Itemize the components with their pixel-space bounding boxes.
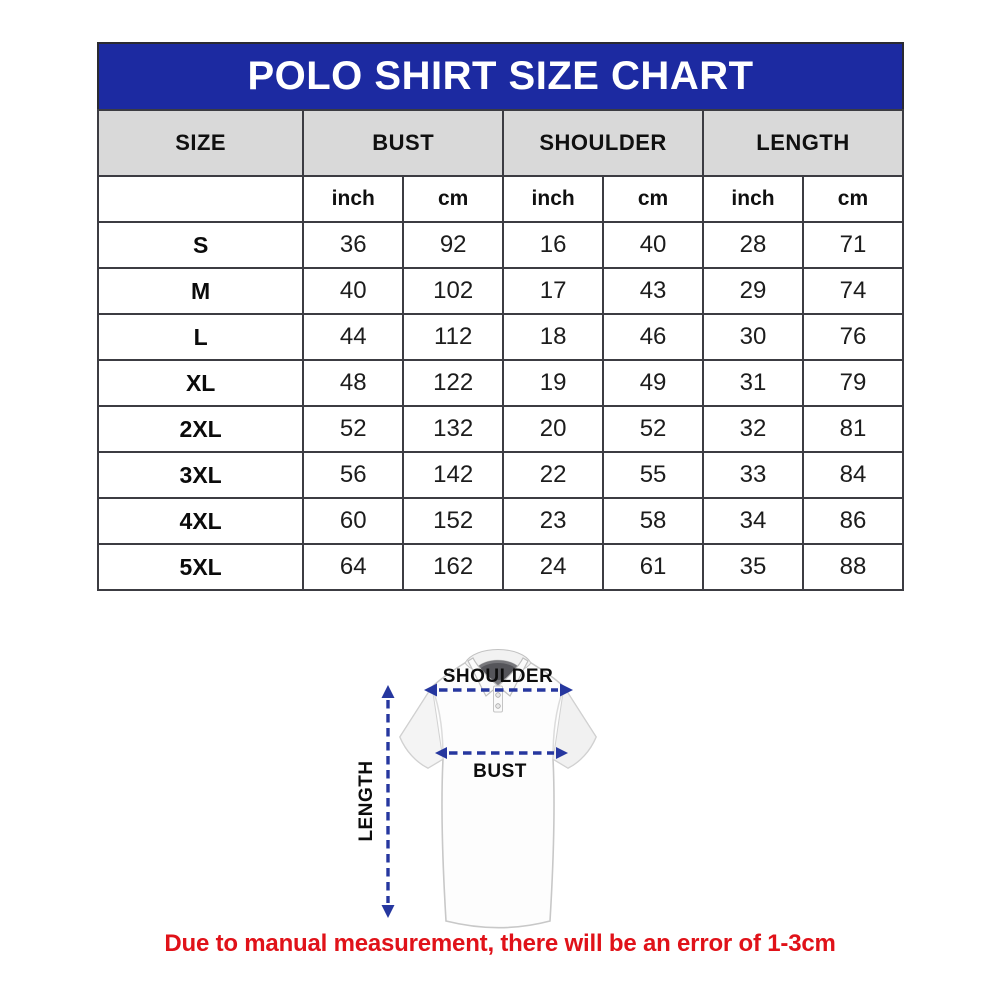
measurement-value: 112 [403, 314, 503, 360]
units-empty-cell [98, 176, 303, 222]
measurement-diagram [348, 636, 670, 942]
size-label: M [98, 268, 303, 314]
length-arrow [382, 685, 395, 918]
measurement-value: 49 [603, 360, 703, 406]
measurement-value: 36 [303, 222, 403, 268]
unit-label: cm [603, 176, 703, 222]
measurement-value: 22 [503, 452, 603, 498]
measurement-value: 43 [603, 268, 703, 314]
measurement-value: 152 [403, 498, 503, 544]
measurement-value: 31 [703, 360, 803, 406]
table-row [98, 314, 903, 360]
unit-label: inch [503, 176, 603, 222]
measurement-value: 55 [603, 452, 703, 498]
measurement-value: 46 [603, 314, 703, 360]
measurement-value: 102 [403, 268, 503, 314]
measurement-value: 58 [603, 498, 703, 544]
unit-label: cm [803, 176, 903, 222]
measurement-value: 84 [803, 452, 903, 498]
measurement-value: 24 [503, 544, 603, 590]
measurement-value: 40 [303, 268, 403, 314]
measurement-value: 28 [703, 222, 803, 268]
size-label: XL [98, 360, 303, 406]
measurement-value: 52 [603, 406, 703, 452]
measurement-value: 74 [803, 268, 903, 314]
size-table [97, 109, 904, 591]
table-row [98, 222, 903, 268]
measurement-value: 23 [503, 498, 603, 544]
table-row [98, 544, 903, 590]
unit-label: inch [303, 176, 403, 222]
measurement-value: 52 [303, 406, 403, 452]
measurement-value: 61 [603, 544, 703, 590]
table-row [98, 498, 903, 544]
placket-button [496, 704, 501, 709]
measurement-value: 20 [503, 406, 603, 452]
unit-label: inch [703, 176, 803, 222]
unit-label: cm [403, 176, 503, 222]
size-chart-panel [97, 42, 904, 591]
table-row [98, 360, 903, 406]
measurement-value: 132 [403, 406, 503, 452]
table-units-row [98, 176, 903, 222]
measurement-value: 71 [803, 222, 903, 268]
measurement-value: 29 [703, 268, 803, 314]
chart-title: POLO SHIRT SIZE CHART [247, 54, 754, 98]
measurement-value: 79 [803, 360, 903, 406]
measurement-value: 122 [403, 360, 503, 406]
measurement-value: 33 [703, 452, 803, 498]
measurement-value: 17 [503, 268, 603, 314]
size-label: 2XL [98, 406, 303, 452]
shoulder-label: SHOULDER [442, 666, 554, 687]
measurement-value: 19 [503, 360, 603, 406]
col-header-length: LENGTH [703, 110, 903, 176]
size-label: S [98, 222, 303, 268]
table-row [98, 452, 903, 498]
measurement-value: 44 [303, 314, 403, 360]
size-label: 5XL [98, 544, 303, 590]
table-row [98, 406, 903, 452]
measurement-value: 32 [703, 406, 803, 452]
measurement-value: 64 [303, 544, 403, 590]
measurement-note: Due to manual measurement, there will be an error of 1-3cm [164, 930, 836, 957]
size-label: L [98, 314, 303, 360]
measurement-value: 48 [303, 360, 403, 406]
col-header-bust: BUST [303, 110, 503, 176]
bust-label: BUST [473, 761, 527, 782]
measurement-value: 81 [803, 406, 903, 452]
size-label: 3XL [98, 452, 303, 498]
measurement-value: 30 [703, 314, 803, 360]
col-header-size: SIZE [98, 110, 303, 176]
measurement-value: 142 [403, 452, 503, 498]
placket-button [496, 693, 501, 698]
measurement-value: 56 [303, 452, 403, 498]
measurement-value: 88 [803, 544, 903, 590]
measurement-value: 162 [403, 544, 503, 590]
table-row [98, 268, 903, 314]
size-label: 4XL [98, 498, 303, 544]
measurement-value: 34 [703, 498, 803, 544]
measurement-value: 86 [803, 498, 903, 544]
length-label: LENGTH [356, 760, 377, 842]
measurement-value: 76 [803, 314, 903, 360]
measurement-value: 35 [703, 544, 803, 590]
measurement-value: 92 [403, 222, 503, 268]
measurement-value: 16 [503, 222, 603, 268]
measurement-value: 60 [303, 498, 403, 544]
col-header-shoulder: SHOULDER [503, 110, 703, 176]
table-header-row [98, 110, 903, 176]
chart-title-bar [97, 42, 904, 109]
measurement-value: 18 [503, 314, 603, 360]
measurement-value: 40 [603, 222, 703, 268]
